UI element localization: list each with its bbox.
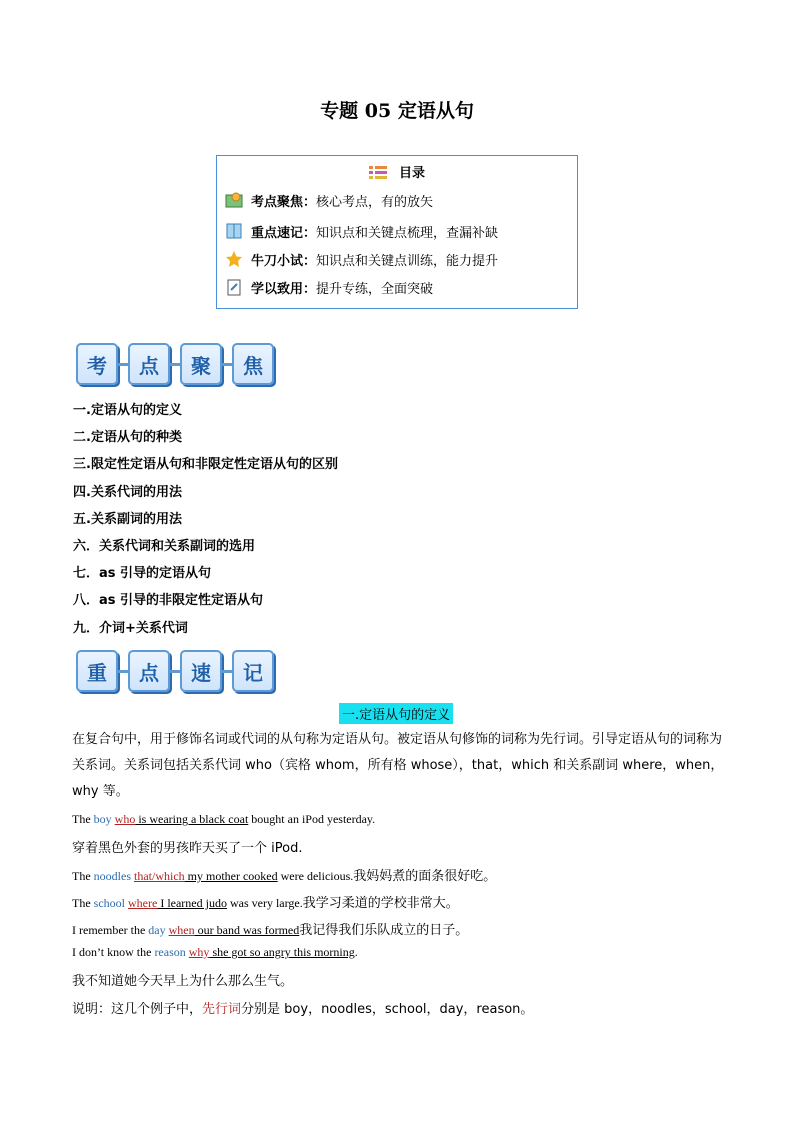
banner-tile: 焦 bbox=[232, 343, 274, 385]
example-1: The boy who is wearing a black coat bought an iPod yesterday. bbox=[72, 812, 376, 826]
example-4: I remember the day when our band was formed我记得我们乐队成立的日子。 bbox=[72, 923, 469, 938]
example-5-translation: 我不知道她今天早上为什么那么生气。 bbox=[72, 974, 294, 989]
toc-box bbox=[216, 155, 578, 309]
star-icon bbox=[225, 250, 243, 268]
outline-item: 三.限定性定语从句和非限定性定语从句的区别 bbox=[73, 457, 338, 472]
definition-paragraph: 在复合句中，用于修饰名词或代词的从句称为定语从句。被定语从句修饰的词称为先行词。引导定语从句的词称为关系词。关系词包括关系代词 who（宾格 whom，所有格 whose），that，which 和关系副词 where，when，why 等。 bbox=[72, 732, 724, 799]
banner-tile: 速 bbox=[180, 650, 222, 692]
map-pin-icon bbox=[225, 191, 243, 209]
banner-zhongdian-suji bbox=[76, 650, 284, 692]
note: 说明：这几个例子中，先行词分别是 boy，noodles，school，day，reason。 bbox=[72, 1002, 534, 1017]
example-2: The noodles that/which my mother cooked were delicious.我妈妈煮的面条很好吃。 bbox=[72, 869, 497, 884]
toc-text: 提升专练，全面突破 bbox=[316, 281, 434, 297]
toc-text: 知识点和关键点训练，能力提升 bbox=[316, 253, 499, 269]
toc-label: 学以致用： bbox=[251, 281, 317, 297]
banner-tile: 点 bbox=[128, 343, 170, 385]
outline-item: 七．as 引导的定语从句 bbox=[73, 566, 212, 581]
toc-text: 核心考点，有的放矢 bbox=[316, 194, 434, 210]
book-icon bbox=[225, 222, 243, 240]
banner-tile: 记 bbox=[232, 650, 274, 692]
clipboard-icon bbox=[225, 278, 243, 296]
banner-tile: 考 bbox=[76, 343, 118, 385]
outline-item: 一.定语从句的定义 bbox=[73, 403, 182, 418]
banner-kaodian-jujiao bbox=[76, 343, 284, 385]
toc-label: 考点聚焦： bbox=[251, 194, 317, 210]
toc-label: 重点速记： bbox=[251, 225, 317, 241]
outline-item: 四.关系代词的用法 bbox=[73, 485, 182, 500]
page-title: 专题 05 定语从句 bbox=[320, 100, 474, 122]
banner-tile: 点 bbox=[128, 650, 170, 692]
outline-item: 八．as 引导的非限定性定语从句 bbox=[73, 593, 264, 608]
example-5: I don’t know the reason why she got so angry this morning. bbox=[72, 945, 358, 959]
toc-heading: 目录 bbox=[398, 166, 425, 181]
example-1-translation: 穿着黑色外套的男孩昨天买了一个 iPod. bbox=[72, 841, 303, 856]
outline-item: 六．关系代词和关系副词的选用 bbox=[73, 539, 256, 554]
example-3: The school where I learned judo was very large.我学习柔道的学校非常大。 bbox=[72, 896, 459, 911]
banner-tile: 重 bbox=[76, 650, 118, 692]
outline-item: 九．介词+关系代词 bbox=[73, 621, 188, 636]
toc-row-3[interactable] bbox=[225, 249, 498, 269]
banner-tile: 聚 bbox=[180, 343, 222, 385]
toc-text: 知识点和关键点梳理，查漏补缺 bbox=[316, 225, 499, 241]
section-heading: 一.定语从句的定义 bbox=[339, 703, 453, 724]
toc-row-1[interactable] bbox=[225, 190, 433, 210]
outline-item: 五.关系副词的用法 bbox=[73, 512, 182, 527]
toc-label: 牛刀小试： bbox=[251, 253, 317, 269]
outline-item: 二.定语从句的种类 bbox=[73, 430, 182, 445]
toc-row-2[interactable] bbox=[225, 221, 498, 241]
toc-row-4[interactable] bbox=[225, 277, 433, 297]
list-icon bbox=[369, 165, 387, 183]
